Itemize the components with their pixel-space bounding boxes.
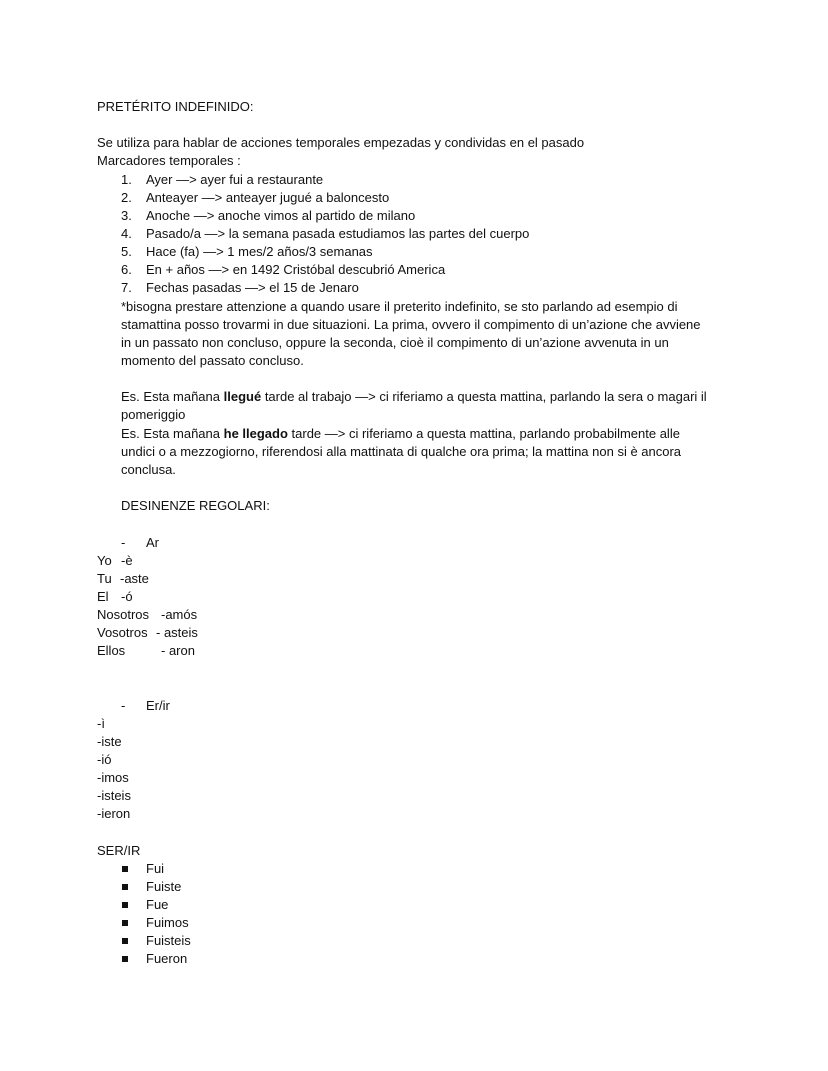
bullet-icon [122, 938, 128, 944]
list-number: 4. [121, 226, 132, 241]
ending: -ó [121, 589, 133, 604]
bullet-icon [122, 866, 128, 872]
bullet-icon [122, 956, 128, 962]
bullet-icon [122, 884, 128, 890]
example-1-verb: llegué [223, 389, 262, 404]
bullet-icon [122, 920, 128, 926]
example-2-line2: undici o a mezzogiorno, riferendosi alla mattinata di qualche ora prima; la mattina non si è ancora [121, 444, 682, 459]
pronoun: Yo [97, 553, 112, 568]
pronoun: El [97, 589, 109, 604]
pronoun: Ellos [97, 643, 126, 658]
ar-dash: - [121, 535, 126, 550]
desinenze-heading: DESINENZE REGOLARI: [121, 498, 270, 513]
list-item: Fuimos [146, 915, 189, 930]
bullet-icon [122, 902, 128, 908]
list-item: Fuisteis [146, 933, 191, 948]
list-number: 6. [121, 262, 132, 277]
list-number: 2. [121, 190, 132, 205]
ending: -ió [97, 752, 112, 767]
example-2-line3: conclusa. [121, 462, 176, 477]
pronoun: Nosotros [97, 607, 150, 622]
ending: -ieron [97, 806, 131, 821]
markers-heading: Marcadores temporales : [97, 153, 241, 168]
ending: -aste [120, 571, 149, 586]
ending: -imos [97, 770, 129, 785]
example-2 [121, 425, 680, 443]
note-line: in un passato non concluso, oppure la seconda, cioè il compimento di un’azione avvenuta in un [121, 335, 669, 350]
pronoun: Tu [97, 571, 112, 586]
ending: -è [121, 553, 133, 568]
note-line: *bisogna prestare attenzione a quando usare il preterito indefinito, se sto parlando ad esempio di [121, 299, 678, 314]
list-text: En + años —> en 1492 Cristóbal descubrió America [146, 262, 446, 277]
list-number: 7. [121, 280, 132, 295]
list-item: Fuiste [146, 879, 182, 894]
erir-dash: - [121, 698, 126, 713]
ending: -isteis [97, 788, 131, 803]
list-text: Ayer —> ayer fui a restaurante [146, 172, 324, 187]
erir-label: Er/ir [146, 698, 170, 713]
ending: - aron [161, 643, 195, 658]
note-line: momento del passato concluso. [121, 353, 304, 368]
example-1-line2: pomeriggio [121, 407, 186, 422]
list-text: Hace (fa) —> 1 mes/2 años/3 semanas [146, 244, 373, 259]
example-1 [121, 388, 707, 406]
list-item: Fui [146, 861, 165, 876]
ending: -ì [97, 716, 105, 731]
ending: -iste [97, 734, 122, 749]
ar-label: Ar [146, 535, 159, 550]
list-number: 1. [121, 172, 132, 187]
list-item: Fueron [146, 951, 188, 966]
list-text: Anteayer —> anteayer jugué a baloncesto [146, 190, 390, 205]
example-1-pre: Es. Esta mañana [121, 389, 224, 404]
example-1-post: tarde al trabajo —> ci riferiamo a questa mattina, parlando la sera o magari il [261, 389, 707, 404]
pronoun: Vosotros [97, 625, 148, 640]
intro-text: Se utiliza para hablar de acciones temporales empezadas y condividas en el pasado [97, 135, 585, 150]
list-number: 3. [121, 208, 132, 223]
page-title: PRETÉRITO INDEFINIDO: [97, 99, 254, 114]
ser-ir-heading: SER/IR [97, 843, 141, 858]
list-number: 5. [121, 244, 132, 259]
note-line: stamattina posso trovarmi in due situazioni. La prima, ovvero il compimento di un’azione che avviene [121, 317, 701, 332]
example-2-verb: he llegado [223, 426, 288, 441]
example-2-post: tarde —> ci riferiamo a questa mattina, parlando probabilmente alle [287, 426, 680, 441]
list-text: Anoche —> anoche vimos al partido de milano [146, 208, 416, 223]
ending: - asteis [156, 625, 198, 640]
ending: -amós [161, 607, 198, 622]
example-2-pre: Es. Esta mañana [121, 426, 224, 441]
list-item: Fue [146, 897, 169, 912]
list-text: Pasado/a —> la semana pasada estudiamos las partes del cuerpo [146, 226, 530, 241]
list-text: Fechas pasadas —> el 15 de Jenaro [146, 280, 359, 295]
